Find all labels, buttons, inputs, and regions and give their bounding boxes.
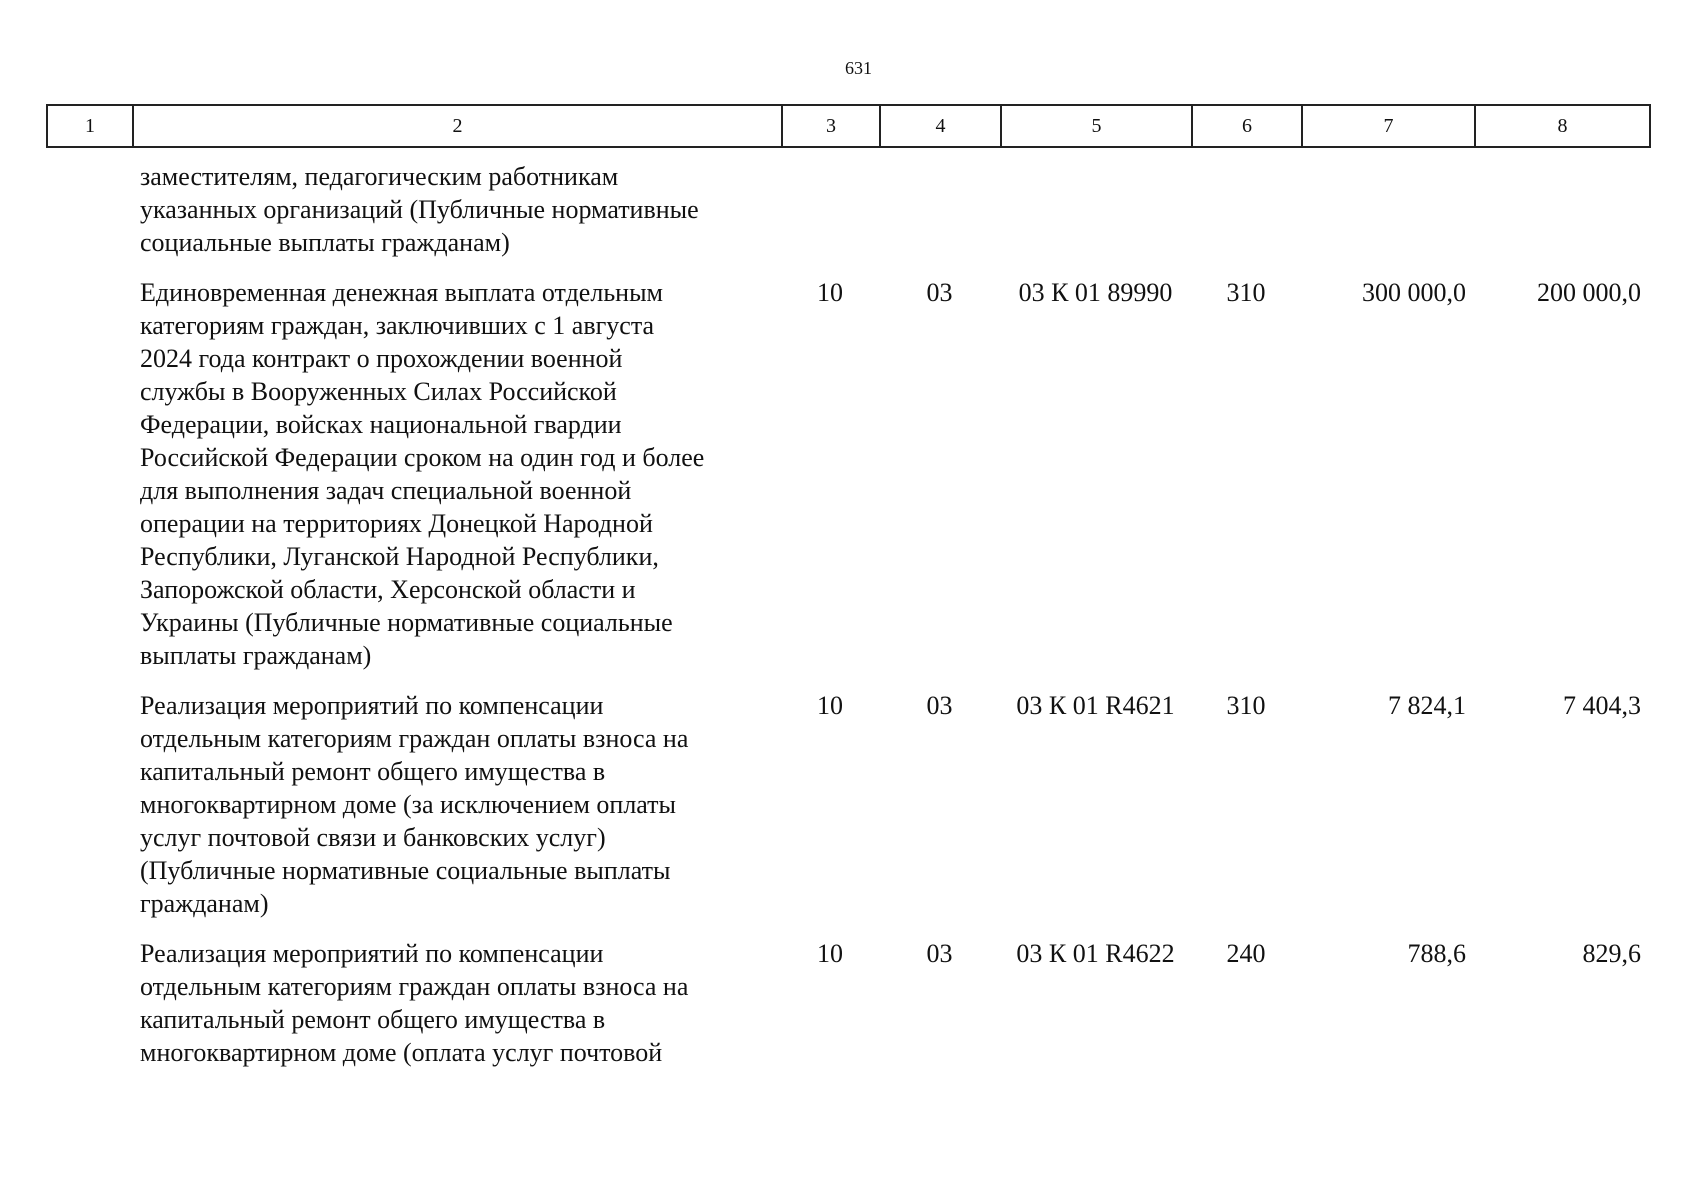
amount-col-8 [1474,160,1649,259]
header-cell-4: 4 [880,105,1001,147]
item-name: Единовременная денежная выплата отдельным категориям граждан, заключивших с 1 августа 2024 года контракт о прохождении военной службы в Вооруженных Силах Российской Федерации, войсках национальной гвардии Российской Федерации сроком на один год и более для выполнения задач специальной военной операции на территориях Донецкой Народной Республики, Луганской Народной Республики, Запорожской области, Херсонской области и Украины (Публичные нормативные социальные выплаты гражданам) [140,278,705,670]
subsection-code: 03 [926,939,953,968]
header-cell-6: 6 [1192,105,1302,147]
section-code: 10 [817,691,843,720]
item-name: Реализация мероприятий по компенсации отдельным категориям граждан оплаты взноса на капитальный ремонт общего имущества в многоквартирном доме (оплата услуг почтовой [140,939,689,1067]
section-code: 10 [817,939,843,968]
expense-type-code: 240 [1226,939,1266,968]
header-cell-3: 3 [782,105,880,147]
amount-col-8: 200 000,0 [1537,278,1641,307]
expense-type-code: 310 [1226,691,1266,720]
amount-col-7: 7 824,1 [1388,691,1466,720]
amount-col-7: 788,6 [1407,939,1466,968]
target-article-code: 03 К 01 R4622 [1016,939,1175,968]
cell-empty [46,937,132,1069]
subsection-code [879,160,1000,259]
table-row [46,276,1649,672]
table-row [46,937,1649,1069]
header-cell-5: 5 [1001,105,1192,147]
item-name: Реализация мероприятий по компенсации отдельным категориям граждан оплаты взноса на капитальный ремонт общего имущества в многоквартирном доме (за исключением оплаты услуг почтовой связи и банковских услуг) (Публичные нормативные социальные выплаты гражданам) [140,691,689,918]
table-row [46,160,1649,259]
amount-col-7 [1301,160,1474,259]
cell-empty [46,689,132,920]
target-article-code [1000,160,1191,259]
target-article-code: 03 К 01 89990 [1018,278,1173,307]
header-cell-8: 8 [1475,105,1650,147]
amount-col-8: 7 404,3 [1563,691,1641,720]
header-cell-7: 7 [1302,105,1475,147]
section-code [781,160,879,259]
section-code: 10 [817,278,843,307]
item-name: заместителям, педагогическим работникам указанных организаций (Публичные нормативные социальные выплаты гражданам) [140,162,699,257]
budget-table-body [46,160,1649,1069]
target-article-code: 03 К 01 R4621 [1016,691,1175,720]
header-row [47,105,1650,147]
amount-col-7: 300 000,0 [1362,278,1466,307]
column-number-header [46,104,1651,148]
header-cell-1: 1 [47,105,133,147]
cell-empty [46,276,132,672]
expense-type-code: 310 [1226,278,1266,307]
page-number: 631 [845,58,872,78]
subsection-code: 03 [926,691,953,720]
cell-empty [46,160,132,259]
header-cell-2: 2 [133,105,782,147]
expense-type-code [1191,160,1301,259]
subsection-code: 03 [926,278,953,307]
table-row [46,689,1649,920]
amount-col-8: 829,6 [1582,939,1641,968]
